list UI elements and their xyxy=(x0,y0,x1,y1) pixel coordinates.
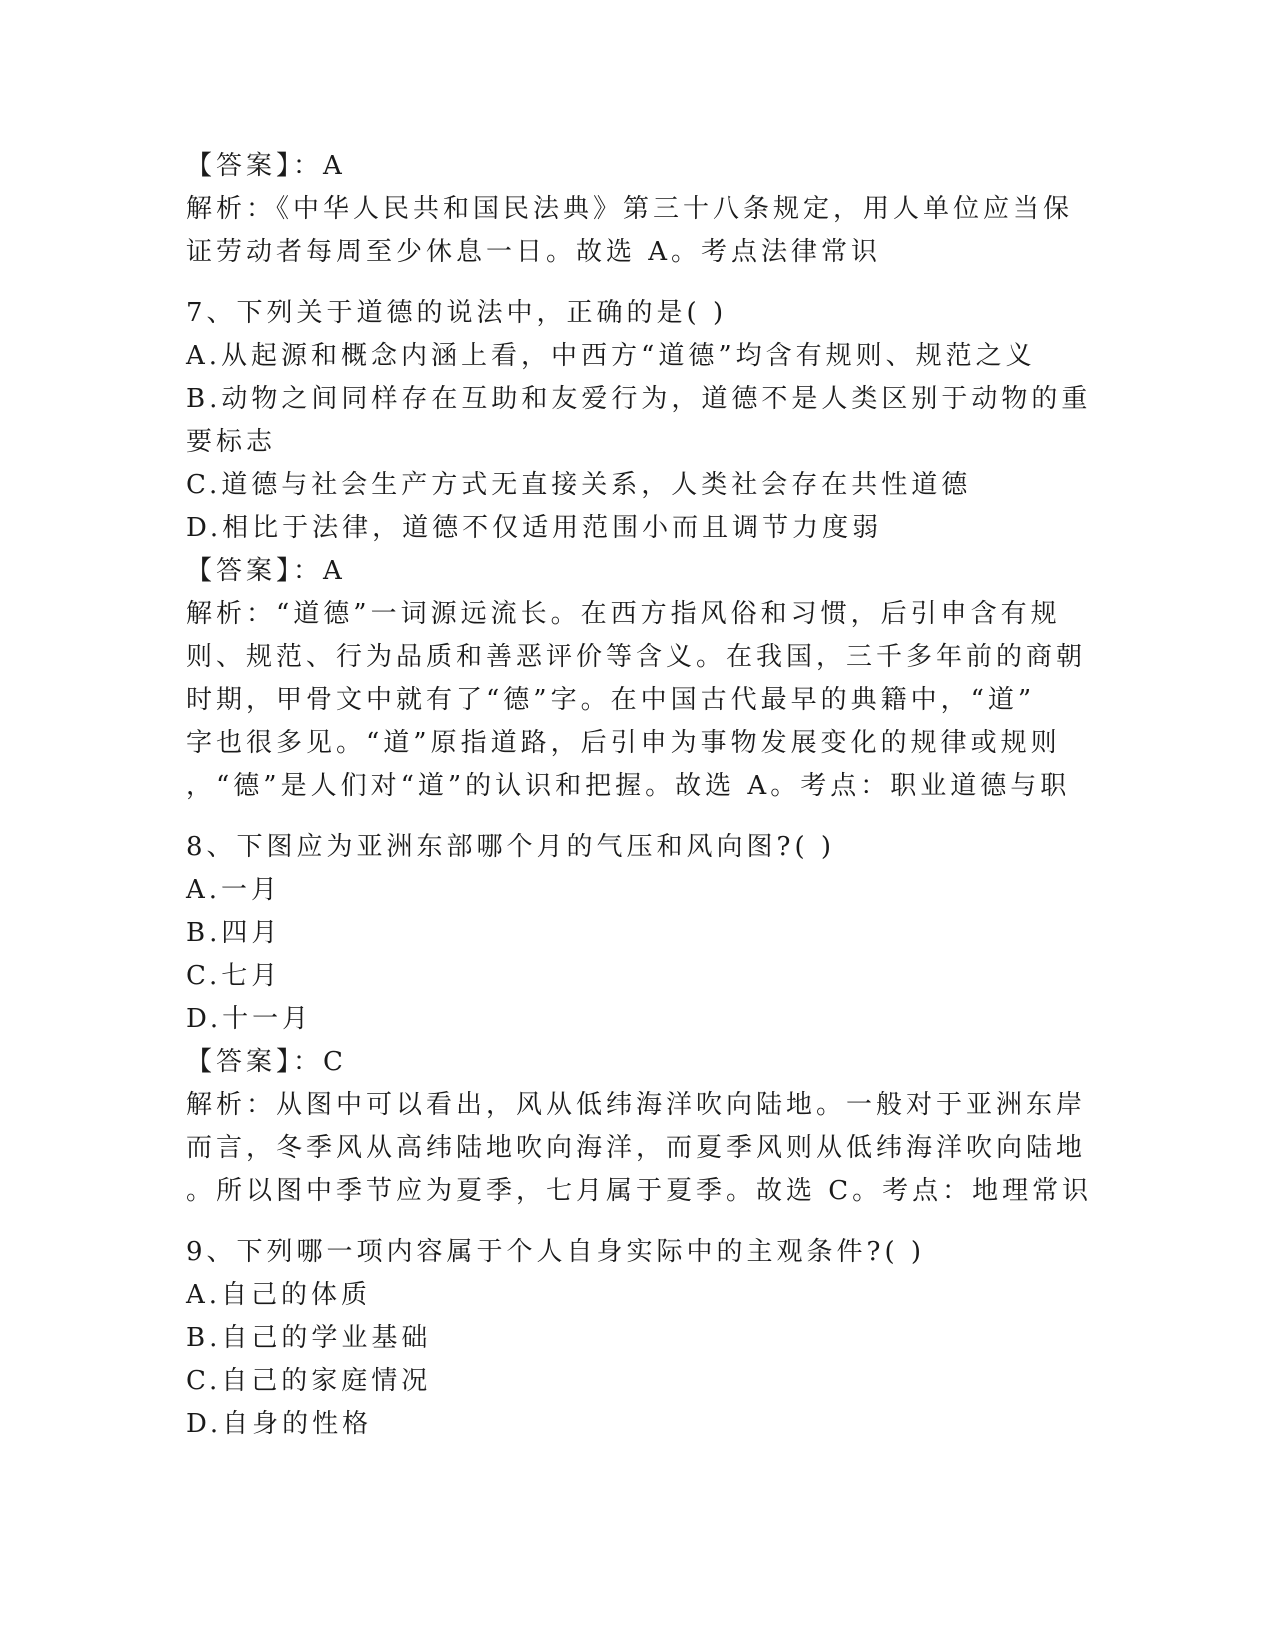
analysis-line: 解析：从图中可以看出，风从低纬海洋吹向陆地。一般对于亚洲东岸 xyxy=(186,1090,1087,1120)
option-a: A.一月 xyxy=(186,875,282,905)
analysis-line: 字也很多见。“道”原指道路，后引申为事物发展变化的规律或规则 xyxy=(186,728,1061,758)
analysis-line: 时期，甲骨文中就有了“德”字。在中国古代最早的典籍中，“道” xyxy=(186,685,1036,715)
question-stem: 7、下列关于道德的说法中，正确的是( ) xyxy=(186,298,728,328)
option-d: D.十一月 xyxy=(186,1004,313,1034)
option-b: B.四月 xyxy=(186,918,282,948)
analysis-line: 解析：“道德”一词源远流长。在西方指风俗和习惯，后引申含有规 xyxy=(186,599,1061,629)
document-page xyxy=(186,145,1093,1446)
option-b: B.动物之间同样存在互助和友爱行为，道德不是人类区别于动物的重 xyxy=(186,384,1092,414)
analysis-line: 而言，冬季风从高纬陆地吹向海洋，而夏季风则从低纬海洋吹向陆地 xyxy=(186,1133,1087,1163)
spacer xyxy=(186,1213,1086,1231)
answer-label: 【答案】：A xyxy=(186,556,346,586)
analysis-line: 解析：《中华人民共和国民法典》第三十八条规定，用人单位应当保 xyxy=(186,194,1074,224)
analysis-line: 则、规范、行为品质和善恶评价等含义。在我国，三千多年前的商朝 xyxy=(186,642,1087,672)
option-a: A.从起源和概念内涵上看，中西方“道德”均含有规则、规范之义 xyxy=(186,341,1036,371)
analysis-line: 证劳动者每周至少休息一日。故选 A。考点法律常识 xyxy=(186,237,882,267)
question-8 xyxy=(186,826,1093,1213)
analysis-line: 。所以图中季节应为夏季，七月属于夏季。故选 C。考点：地理常识 xyxy=(186,1176,1093,1206)
option-d: D.自身的性格 xyxy=(186,1409,373,1439)
answer-label: 【答案】：A xyxy=(186,151,346,181)
option-d: D.相比于法律，道德不仅适用范围小而且调节力度弱 xyxy=(186,513,883,543)
option-c: C.七月 xyxy=(186,961,282,991)
option-b-continued: 要标志 xyxy=(186,427,277,457)
option-b: B.自己的学业基础 xyxy=(186,1323,432,1353)
spacer xyxy=(186,808,1086,826)
question-stem: 8、下图应为亚洲东部哪个月的气压和风向图?( ) xyxy=(186,832,836,862)
analysis-line: ，“德”是人们对“道”的认识和把握。故选 A。考点：职业道德与职 xyxy=(186,771,1071,801)
option-c: C.道德与社会生产方式无直接关系，人类社会存在共性道德 xyxy=(186,470,972,500)
answer-block-q6 xyxy=(186,145,1086,274)
question-stem: 9、下列哪一项内容属于个人自身实际中的主观条件?( ) xyxy=(186,1237,926,1267)
question-9 xyxy=(186,1231,1086,1446)
question-7 xyxy=(186,292,1092,808)
answer-label: 【答案】：C xyxy=(186,1047,347,1077)
spacer xyxy=(186,274,1086,292)
option-a: A.自己的体质 xyxy=(186,1280,372,1310)
option-c: C.自己的家庭情况 xyxy=(186,1366,432,1396)
